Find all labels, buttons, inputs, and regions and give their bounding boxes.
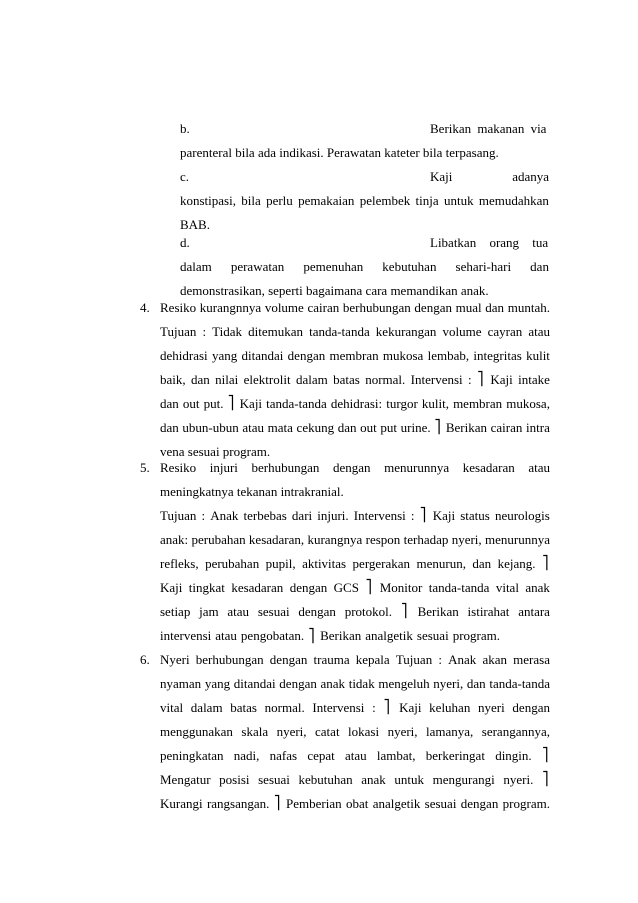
word: anak <box>361 772 386 787</box>
word: kurangnnya <box>199 300 262 315</box>
word: Intervensi <box>353 508 406 523</box>
word: tingkat <box>188 580 225 595</box>
bullet-bracket-icon: ⎤ <box>308 629 315 644</box>
word: kekurangan <box>375 324 437 339</box>
word: injuri <box>209 460 238 475</box>
word: Kaji <box>239 396 263 411</box>
item-line <box>160 460 550 476</box>
word: atau <box>215 628 237 643</box>
word: batas <box>333 372 360 387</box>
word: menurunnya <box>484 532 550 547</box>
word: kurangnya <box>307 532 363 547</box>
word: perawatan <box>230 259 285 274</box>
word: menurunnya <box>384 460 450 475</box>
word: Berikan <box>417 604 459 619</box>
word: dengan <box>512 700 550 715</box>
item-number: 4. <box>140 300 150 315</box>
subitem-d-marker: d. <box>180 235 190 250</box>
word: dan <box>530 259 549 274</box>
item-line <box>160 396 550 412</box>
word: Resiko <box>160 460 197 475</box>
word: nyeri. <box>503 772 534 787</box>
word: nyeri, <box>387 724 418 739</box>
bullet-bracket-icon: ⎤ <box>477 372 484 387</box>
word: turgor <box>386 396 418 411</box>
word: cayran <box>487 324 523 339</box>
item-line <box>160 372 550 388</box>
word: mengeluh <box>378 676 430 691</box>
word: integritas <box>473 348 522 363</box>
word: pupil, <box>265 556 296 571</box>
word: merasa <box>513 652 550 667</box>
word: anak <box>525 580 550 595</box>
word: yang <box>211 348 238 363</box>
word: anak <box>320 676 346 691</box>
word: pengobatan. <box>240 628 305 643</box>
word: kulit <box>526 348 550 363</box>
word: respon <box>365 532 401 547</box>
item-line: vena sesuai program. <box>160 444 271 459</box>
word: dengan <box>289 580 328 595</box>
word: analgetik <box>372 796 421 811</box>
word: dengan <box>287 348 326 363</box>
item-line <box>160 324 550 340</box>
word: dengan <box>279 676 317 691</box>
word: jam <box>199 604 219 619</box>
word: lambat, <box>376 748 416 763</box>
word: perlu <box>266 193 293 208</box>
word: untuk <box>394 772 425 787</box>
word: konstipasi, <box>180 193 236 208</box>
word: cepat <box>307 748 335 763</box>
word: Berikan <box>320 628 362 643</box>
word: Tujuan <box>160 508 197 523</box>
word: analgetik <box>365 628 413 643</box>
word: Kaji <box>160 580 183 595</box>
word: : <box>410 508 415 523</box>
word: mukosa, <box>506 396 550 411</box>
word: bila <box>241 193 261 208</box>
word: Mengatur <box>160 772 211 787</box>
word: dan <box>485 300 505 315</box>
item-number: 5. <box>140 460 150 475</box>
item-line <box>160 652 550 668</box>
word: istirahat <box>467 604 510 619</box>
word: elektrolit <box>243 372 291 387</box>
word: sesuai <box>424 796 457 811</box>
subitem-d-line: demonstrasikan, seperti bagaimana cara memandikan anak. <box>180 283 489 298</box>
word: put. <box>203 396 224 411</box>
word: muntah. <box>507 300 550 315</box>
item-line <box>160 724 550 740</box>
word: dalam <box>295 372 328 387</box>
word: nyeri, <box>276 724 307 739</box>
bullet-bracket-icon: ⎤ <box>273 796 281 811</box>
word: cekung <box>296 420 335 435</box>
word: : <box>202 324 207 339</box>
word: nyaman <box>160 676 202 691</box>
word: menggunakan <box>160 724 233 739</box>
word: obat <box>345 796 369 811</box>
word: protokol. <box>344 604 393 619</box>
word: baik, <box>160 372 186 387</box>
word: dan <box>337 420 357 435</box>
bullet-bracket-icon: ⎤ <box>419 508 427 523</box>
word: terbebas <box>243 508 287 523</box>
bullet-bracket-icon: ⎤ <box>541 748 549 763</box>
word: cairan <box>307 300 340 315</box>
word: ditandai <box>233 676 276 691</box>
word: ditemukan <box>248 324 303 339</box>
word: serangannya, <box>481 724 550 739</box>
word: kesadaran <box>231 580 284 595</box>
word: tidak <box>348 676 375 691</box>
word: peningkatan <box>160 748 224 763</box>
word: membran <box>453 396 503 411</box>
word: kulit, <box>421 396 449 411</box>
word: dalam <box>190 700 223 715</box>
word: sesuai <box>258 772 290 787</box>
item-line <box>160 604 550 620</box>
word: tanda-tanda <box>309 324 370 339</box>
word: skala <box>241 724 269 739</box>
subitem-c-title: Kaji adanya <box>430 169 549 184</box>
item-line <box>160 748 550 764</box>
word: dengan <box>269 652 308 667</box>
word: menurun, <box>416 556 466 571</box>
word: catat <box>315 724 340 739</box>
word: injuri. <box>317 508 349 523</box>
word: mengurangi <box>432 772 495 787</box>
word: setiap <box>160 604 191 619</box>
word: berhubungan <box>195 652 264 667</box>
item-line <box>160 420 550 436</box>
word: posisi <box>219 772 250 787</box>
item-line <box>160 348 550 364</box>
word: Kaji <box>490 372 513 387</box>
word: yang <box>204 676 231 691</box>
word: perubahan <box>205 556 260 571</box>
word: Kaji <box>399 700 422 715</box>
word: mukosa <box>382 348 424 363</box>
subitem-c-line <box>180 193 549 209</box>
word: perubahan <box>191 532 246 547</box>
word: GCS <box>333 580 359 595</box>
word: lokasi <box>348 724 380 739</box>
item-line: meningkatnya tekanan intrakranial. <box>160 484 344 499</box>
subitem-d-line <box>180 259 549 275</box>
word: atau <box>344 748 367 763</box>
word: nyeri <box>478 700 505 715</box>
word: nilai <box>215 372 239 387</box>
word: kejang. <box>497 556 536 571</box>
word: normal. <box>264 700 305 715</box>
word: Nyeri <box>160 652 190 667</box>
word: dengan <box>414 300 452 315</box>
word: nyeri, <box>451 532 482 547</box>
word: atau <box>242 420 265 435</box>
subitem-b-marker: b. <box>180 121 190 136</box>
word: intra <box>526 420 550 435</box>
word: vital <box>495 580 519 595</box>
word: atau <box>528 460 550 475</box>
word: dengan <box>333 460 371 475</box>
word: sehari-hari <box>455 259 512 274</box>
word: normal. <box>365 372 406 387</box>
word: dan <box>466 676 486 691</box>
word: intake <box>518 372 550 387</box>
item-line <box>160 580 550 596</box>
word: intervensi <box>160 628 212 643</box>
bullet-bracket-icon: ⎤ <box>400 604 408 619</box>
word: out <box>182 396 200 411</box>
word: keluhan <box>429 700 471 715</box>
item-line <box>160 556 550 572</box>
word: : <box>468 372 472 387</box>
word: Tujuan <box>160 324 197 339</box>
word: volume <box>264 300 304 315</box>
word: Tidak <box>212 324 243 339</box>
word: Berikan <box>445 420 487 435</box>
word: dan <box>191 372 210 387</box>
word: terhadap <box>403 532 449 547</box>
word: dingin. <box>495 748 532 763</box>
word: Kurangi <box>160 796 203 811</box>
word: rangsangan. <box>206 796 270 811</box>
bullet-bracket-icon: ⎤ <box>227 396 235 411</box>
subitem-c-marker: c. <box>180 169 190 184</box>
word: dengan <box>460 796 499 811</box>
bullet-bracket-icon: ⎤ <box>541 772 549 787</box>
word: urine. <box>400 420 431 435</box>
item-line <box>160 628 504 645</box>
word: untuk <box>443 193 474 208</box>
word: Kaji <box>432 508 456 523</box>
word: sesuai <box>416 628 449 643</box>
word: out <box>360 420 377 435</box>
word: atau <box>227 604 250 619</box>
bullet-bracket-icon: ⎤ <box>365 580 372 595</box>
word: Anak <box>210 508 239 523</box>
word: nadi, <box>233 748 260 763</box>
word: Resiko <box>160 300 197 315</box>
word: pelembek <box>359 193 411 208</box>
item-line <box>160 796 550 812</box>
word: program. <box>452 628 500 643</box>
word: sesuai <box>257 604 290 619</box>
bullet-bracket-icon: ⎤ <box>434 420 441 435</box>
word: Intervensi <box>410 372 463 387</box>
word: refleks, <box>160 556 199 571</box>
word: kepala <box>355 652 390 667</box>
word: cairan <box>490 420 523 435</box>
word: berhubungan <box>342 300 411 315</box>
word: dan <box>160 420 179 435</box>
word: tanda-tanda <box>266 396 327 411</box>
subitem-d-title: Libatkan orang tua <box>430 235 549 250</box>
word: anak: <box>160 532 189 547</box>
item-number: 6. <box>140 652 150 667</box>
word: tanda-tanda <box>489 676 550 691</box>
word: nafas <box>269 748 298 763</box>
word: batas <box>230 700 257 715</box>
word: vital <box>160 700 184 715</box>
word: berhubungan <box>251 460 320 475</box>
word: pemenuhan <box>303 259 364 274</box>
word: aktivitas <box>302 556 347 571</box>
word: dehidrasi: <box>330 396 383 411</box>
word: pemakaian <box>298 193 355 208</box>
word: tanda-tanda <box>428 580 490 595</box>
word: Monitor <box>379 580 423 595</box>
word: volume <box>442 324 482 339</box>
word: dehidrasi <box>160 348 208 363</box>
word: kebutuhan <box>382 259 437 274</box>
word: dalam <box>180 259 212 274</box>
word: program. <box>502 796 550 811</box>
word: antara <box>518 604 550 619</box>
subitem-b-line: parenteral bila ada indikasi. Perawatan kateter bila terpasang. <box>180 145 499 160</box>
word: dengan <box>298 604 336 619</box>
word: : <box>372 700 376 715</box>
item-line <box>160 700 550 716</box>
word: membran <box>329 348 379 363</box>
word: trauma <box>313 652 350 667</box>
item-line <box>160 532 550 548</box>
subitem-b-title: Berikan makanan via <box>430 121 547 136</box>
item-line <box>160 508 550 524</box>
word: neurologis <box>494 508 550 523</box>
word: akan <box>482 652 508 667</box>
word: kesadaran, <box>248 532 305 547</box>
word: status <box>460 508 490 523</box>
word: : <box>438 652 442 667</box>
word: Pemberian <box>286 796 342 811</box>
item-line <box>160 676 550 692</box>
word: memudahkan <box>478 193 549 208</box>
word: ditandai <box>241 348 284 363</box>
word: kebutuhan <box>298 772 353 787</box>
word: lembab, <box>427 348 470 363</box>
word: dari <box>291 508 313 523</box>
word: : <box>201 508 206 523</box>
word: tinja <box>415 193 439 208</box>
word: Anak <box>448 652 477 667</box>
item-line <box>160 772 550 788</box>
word: dan <box>472 556 492 571</box>
word: atau <box>528 324 550 339</box>
bullet-bracket-icon: ⎤ <box>541 556 549 571</box>
word: pergerakan <box>352 556 411 571</box>
word: Intervensi <box>312 700 365 715</box>
word: mual <box>455 300 482 315</box>
word: Tujuan <box>395 652 433 667</box>
word: mata <box>267 420 293 435</box>
word: put <box>380 420 397 435</box>
word: nyeri, <box>433 676 464 691</box>
word: ubun-ubun <box>182 420 239 435</box>
subitem-c-line: BAB. <box>180 217 210 232</box>
word: dan <box>160 396 179 411</box>
word: kesadaran <box>462 460 515 475</box>
item-line <box>160 300 550 316</box>
word: lamanya, <box>426 724 474 739</box>
bullet-bracket-icon: ⎤ <box>383 700 390 715</box>
word: berkeringat <box>425 748 485 763</box>
